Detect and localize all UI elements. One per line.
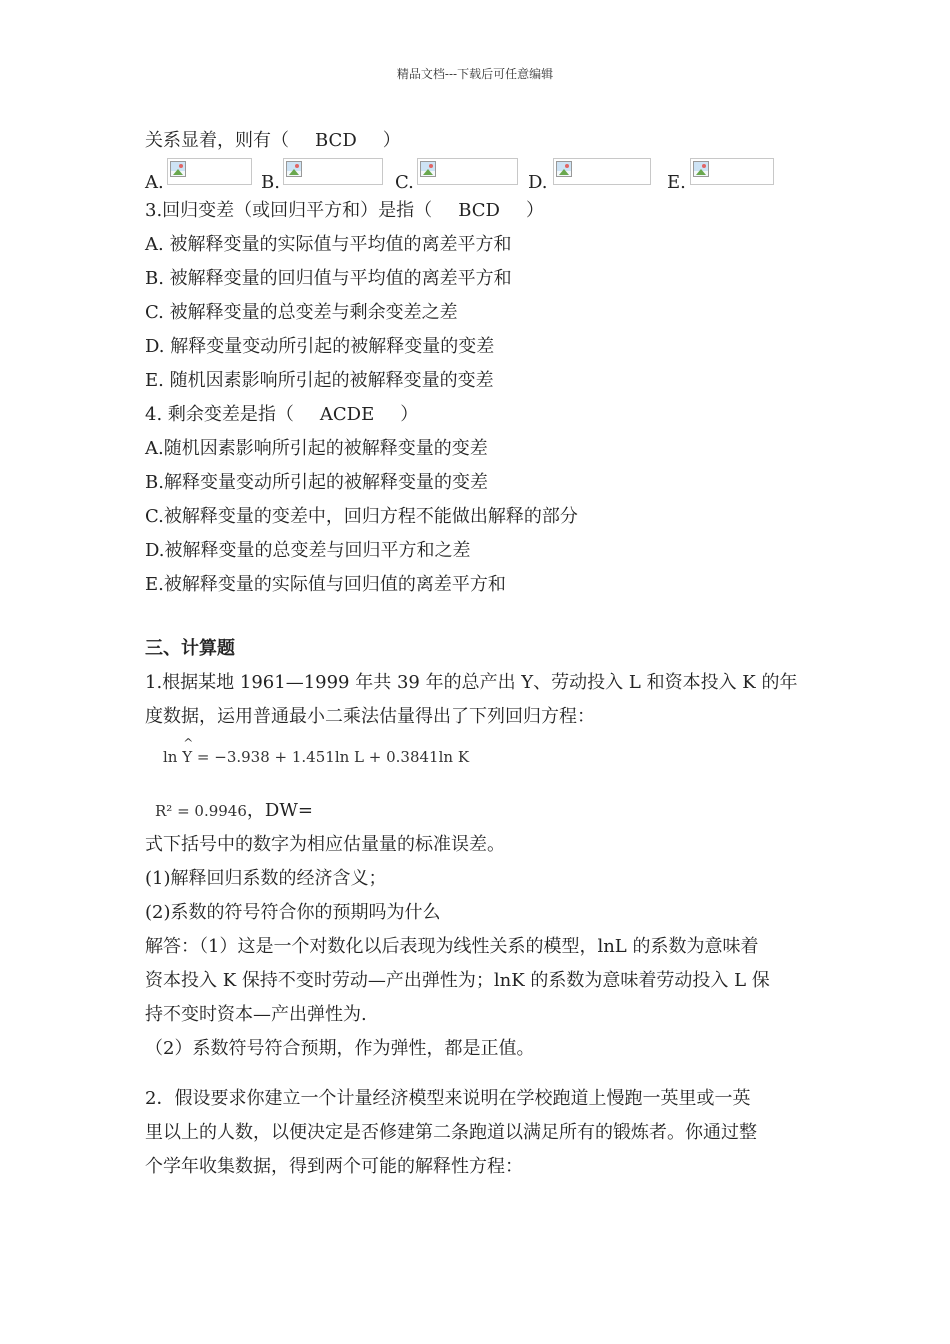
formula-image-placeholder — [283, 158, 383, 185]
answer-line: (2)系数的符号符合你的预期吗为什么 — [145, 902, 441, 923]
q2-answer: BCD — [315, 130, 357, 151]
formula-image-placeholder — [417, 158, 518, 185]
answer-line: 解答：（1）这是一个对数化以后表现为线性关系的模型，lnL 的系数为意味着 — [145, 936, 759, 957]
q4-option-a: A.随机因素影响所引起的被解释变量的变差 — [145, 438, 488, 459]
option-label: D. — [528, 172, 548, 193]
problem-1-line: 度数据，运用普通最小二乘法估量得出了下列回归方程： — [145, 706, 595, 727]
problem-2-line: 个学年收集数据，得到两个可能的解释性方程： — [145, 1156, 523, 1177]
r-squared: R² = 0.9946 — [155, 802, 247, 820]
q2-close: ） — [382, 130, 401, 151]
q3-stem-text: 3.回归变差（或回归平方和）是指（ — [145, 200, 433, 221]
q2-options — [145, 158, 815, 194]
problem-1 — [145, 666, 815, 734]
broken-image-icon — [420, 161, 436, 177]
problem-1-answer — [145, 828, 815, 1066]
problem-2 — [145, 1082, 815, 1184]
answer-line: 式下括号中的数字为相应估量量的标准误差。 — [145, 834, 505, 855]
formula-rest: = −3.938 + 1.451ln L + 0.3841ln K — [192, 748, 470, 766]
q3-option-c: C. 被解释变量的总变差与剩余变差之差 — [145, 302, 458, 323]
option-label: E. — [667, 172, 686, 193]
formula-image-placeholder — [690, 158, 774, 185]
problem-1-line: 1.根据某地 1961—1999 年共 39 年的总产出 Y、劳动投入 L 和资本投入 K 的年 — [145, 672, 798, 693]
formula-image-placeholder — [553, 158, 651, 185]
broken-image-icon — [693, 161, 709, 177]
q3-option-e: E. 随机因素影响所引起的被解释变量的变差 — [145, 370, 494, 391]
q4-stem — [145, 398, 815, 432]
q4-answer: ACDE — [319, 404, 375, 425]
answer-line: 持不变时资本—产出弹性为. — [145, 1004, 367, 1025]
q3-stem — [145, 194, 815, 228]
option-label: A. — [145, 172, 164, 193]
problem-2-line: 2．假设要求你建立一个计量经济模型来说明在学校跑道上慢跑一英里或一英 — [145, 1088, 751, 1109]
answer-line: (1)解释回归系数的经济含义； — [145, 868, 387, 889]
document-body — [145, 124, 815, 1184]
formula-y: Y — [182, 748, 193, 766]
formula-image-placeholder — [167, 158, 252, 185]
answer-line: （2）系数符号符合预期，作为弹性，都是正值。 — [145, 1038, 535, 1059]
q3-answer: BCD — [458, 200, 500, 221]
q3-close: ） — [525, 200, 544, 221]
q3-option-d: D. 解释变量变动所引起的被解释变量的变差 — [145, 336, 495, 357]
q2-stem — [145, 124, 815, 158]
q2-stem-text: 关系显着，则有（ — [145, 130, 289, 151]
q3-option-b: B. 被解释变量的回归值与平均值的离差平方和 — [145, 268, 512, 289]
q4-stem-text: 4. 剩余变差是指（ — [145, 404, 294, 425]
hat-symbol: ^ — [183, 736, 194, 750]
q3-option-a: A. 被解释变量的实际值与平均值的离差平方和 — [145, 234, 512, 255]
formula-ln: ln — [163, 748, 178, 766]
broken-image-icon — [556, 161, 572, 177]
option-label: B. — [261, 172, 280, 193]
section-title: 三、计算题 — [145, 638, 235, 659]
page-header: 精品文档---下载后可任意编辑 — [396, 67, 554, 81]
q4-option-c: C.被解释变量的变差中，回归方程不能做出解释的部分 — [145, 506, 578, 527]
regression-equation — [163, 736, 815, 772]
q4-option-d: D.被解释变量的总变差与回归平方和之差 — [145, 540, 471, 561]
broken-image-icon — [170, 161, 186, 177]
problem-2-line: 里以上的人数，以便决定是否修建第二条跑道以满足所有的锻炼者。你通过整 — [145, 1122, 757, 1143]
answer-line: 资本投入 K 保持不变时劳动—产出弹性为；lnK 的系数为意味着劳动投入 L 保 — [145, 970, 770, 991]
option-label: C. — [395, 172, 414, 193]
broken-image-icon — [286, 161, 302, 177]
formula-y-hat — [182, 736, 194, 772]
q4-option-b: B.解释变量变动所引起的被解释变量的变差 — [145, 472, 488, 493]
fit-statistics — [145, 794, 815, 828]
q4-option-e: E.被解释变量的实际值与回归值的离差平方和 — [145, 574, 506, 595]
durbin-watson: ，DW= — [246, 800, 313, 821]
q4-close: ） — [400, 404, 419, 425]
